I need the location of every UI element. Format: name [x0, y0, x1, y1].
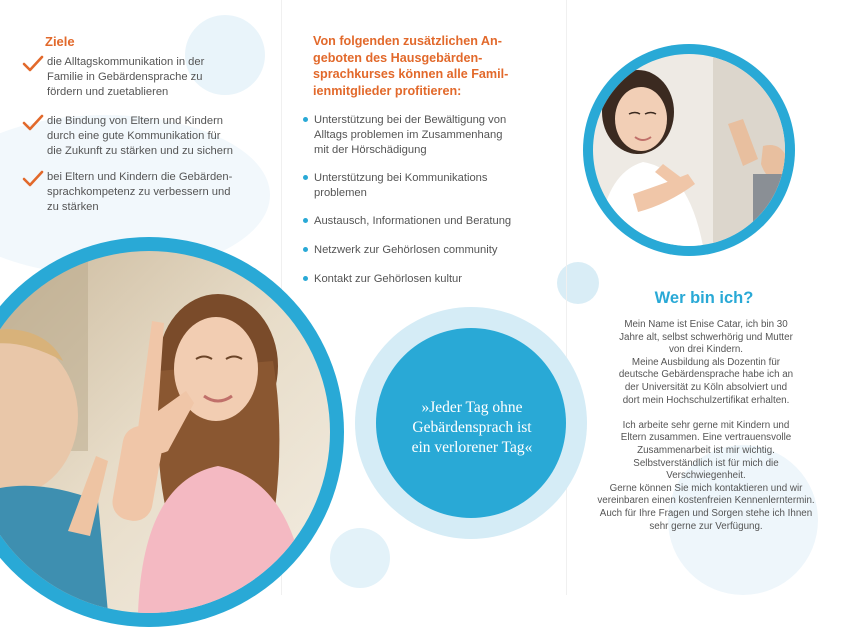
text-line: die Bindung von Eltern und Kindern	[47, 115, 224, 127]
text-line: sehr gerne zur Verfügung.	[649, 520, 763, 532]
text-line: problemen	[314, 187, 367, 199]
text-line: Kontakt zur Gehörlosen kultur	[314, 273, 462, 285]
text-line: die Alltagskommunikation in der	[47, 56, 205, 68]
about-text	[588, 319, 824, 533]
text-line: ein verlorener Tag«	[411, 439, 533, 456]
bullet-icon	[303, 175, 308, 180]
text-line: Zusammenarbeit ist mir wichtig.	[637, 444, 775, 456]
bullet-icon	[303, 117, 308, 122]
ziele-heading: Ziele	[45, 34, 75, 49]
goal-text	[47, 114, 262, 159]
text-line: Jahre alt, selbst schwerhörig und Mutter	[619, 331, 793, 343]
text-line: Auch für Ihre Fragen und Sorgen stehe ich Ihnen	[599, 507, 813, 519]
bullet-icon	[303, 276, 308, 281]
checkmark-icon	[22, 170, 44, 188]
text-line: Familie in Gebärdensprache zu	[47, 71, 203, 83]
text-line: mit der Hörschädigung	[314, 144, 427, 156]
text-line: Gerne können Sie mich kontaktieren und wir	[609, 482, 803, 494]
text-line: die Zukunft zu stärken und zu sichern	[47, 145, 233, 157]
text-line: Unterstützung bei der Bewältigung von	[314, 114, 507, 126]
text-line: Eltern zusammen. Eine vertrauensvolle	[620, 432, 792, 444]
angebot-text	[314, 214, 539, 229]
goal-text	[47, 55, 262, 100]
text-line: Netzwerk zur Gehörlosen community	[314, 244, 498, 256]
text-line: Unterstützung bei Kommunikations	[314, 172, 488, 184]
text-line: ienmitglieder profitieren:	[313, 83, 462, 98]
photo-girl-teacher	[593, 54, 785, 246]
text-line: Alltags problemen im Zusammenhang	[314, 129, 503, 141]
text-line: Austausch, Informationen und Beratung	[314, 215, 512, 227]
text-line: Von folgenden zusätzlichen An-	[313, 34, 502, 48]
text-line: der Universität zu Köln absolviert und	[624, 381, 788, 393]
text-line: vereinbaren einen kostenfreien Kennenlerntermin.	[597, 495, 815, 507]
angebot-text	[314, 171, 539, 201]
text-line: »Jeder Tag ohne	[421, 399, 523, 416]
text-line: sprachkurses können alle Famil-	[313, 67, 509, 81]
bullet-icon	[303, 218, 308, 223]
checkmark-icon	[22, 55, 44, 73]
text-line: von drei Kindern.	[668, 344, 744, 356]
wer-bin-ich-heading: Wer bin ich?	[654, 289, 754, 307]
text-line: Verschwiegenheit.	[666, 470, 746, 482]
paragraph-gap	[588, 407, 824, 420]
checkmark-icon	[22, 114, 44, 132]
about-paragraph	[588, 319, 824, 407]
quote-text	[377, 398, 567, 458]
text-line: sprachkompetenz zu verbessern und	[47, 186, 231, 198]
angebot-text	[314, 243, 539, 258]
text-line: Meine Ausbildung als Dozentin für	[631, 356, 781, 368]
text-line: Mein Name ist Enise Catar, ich bin 30	[624, 319, 788, 330]
angebote-heading	[313, 33, 538, 99]
about-paragraph	[588, 420, 824, 533]
angebot-text	[314, 272, 539, 287]
text-line: Ich arbeite sehr gerne mit Kindern und	[622, 419, 790, 431]
text-line: dort mein Hochschulzertifikat erhalten.	[622, 394, 790, 406]
text-line: durch eine gute Kommunikation für	[47, 130, 221, 142]
angebot-text	[314, 113, 539, 158]
text-line: fördern und zuetablieren	[47, 86, 169, 98]
text-line: deutsche Gebärdensprache habe ich an	[618, 369, 794, 381]
goal-text	[47, 170, 262, 215]
text-line: Selbstverständlich ist für mich die	[633, 457, 779, 469]
bullet-icon	[303, 247, 308, 252]
text-line: Gebärdensprach ist	[412, 419, 532, 436]
text-line: geboten des Hausgebärden-	[313, 50, 483, 65]
text-line: bei Eltern und Kindern die Gebärden-	[47, 171, 233, 183]
text-line: zu stärken	[47, 201, 99, 213]
